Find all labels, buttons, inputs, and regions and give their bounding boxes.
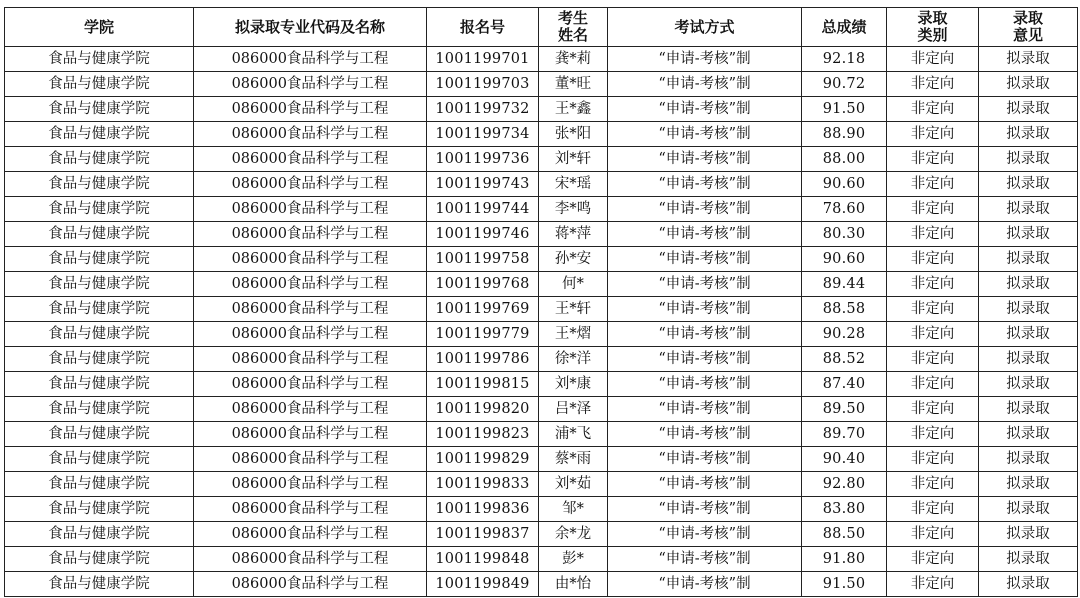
college-cell: 食品与健康学院 [5,422,194,447]
total-score-cell: 89.50 [802,397,887,422]
total-score-cell: 88.00 [802,147,887,172]
major-cell: 086000食品科学与工程 [194,572,427,597]
total-score-cell: 91.50 [802,97,887,122]
exam-method-cell: “申请-考核”制 [608,572,802,597]
total-score-cell: 88.50 [802,522,887,547]
table-row [5,422,1078,447]
header-major-label: 拟录取专业代码及名称 [234,17,385,36]
admission-category-cell: 非定向 [887,372,979,397]
total-score-cell: 90.60 [802,247,887,272]
table-row [5,97,1078,122]
candidate-name-cell: 何* [539,272,608,297]
candidate-name-cell: 董*旺 [539,72,608,97]
college-cell: 食品与健康学院 [5,197,194,222]
table-row [5,547,1078,572]
admission-category-cell: 非定向 [887,172,979,197]
header-college [5,8,194,47]
table-body [5,47,1078,597]
admission-category-cell: 非定向 [887,397,979,422]
major-cell: 086000食品科学与工程 [194,422,427,447]
major-cell: 086000食品科学与工程 [194,72,427,97]
candidate-name-cell: 张*阳 [539,122,608,147]
registration-number-cell: 1001199734 [427,122,539,147]
registration-number-cell: 1001199703 [427,72,539,97]
exam-method-cell: “申请-考核”制 [608,547,802,572]
major-cell: 086000食品科学与工程 [194,472,427,497]
total-score-cell: 80.30 [802,222,887,247]
major-cell: 086000食品科学与工程 [194,522,427,547]
candidate-name-cell: 王*熠 [539,322,608,347]
header-major [194,8,427,47]
exam-method-cell: “申请-考核”制 [608,497,802,522]
exam-method-cell: “申请-考核”制 [608,397,802,422]
table-row [5,472,1078,497]
total-score-cell: 88.90 [802,122,887,147]
major-cell: 086000食品科学与工程 [194,247,427,272]
admission-decision-cell: 拟录取 [979,447,1078,472]
registration-number-cell: 1001199786 [427,347,539,372]
admission-decision-cell: 拟录取 [979,272,1078,297]
total-score-cell: 91.80 [802,547,887,572]
total-score-cell: 91.50 [802,572,887,597]
total-score-cell: 78.60 [802,197,887,222]
college-cell: 食品与健康学院 [5,147,194,172]
admission-decision-cell: 拟录取 [979,222,1078,247]
candidate-name-cell: 蔡*雨 [539,447,608,472]
admission-decision-cell: 拟录取 [979,122,1078,147]
exam-method-cell: “申请-考核”制 [608,372,802,397]
registration-number-cell: 1001199768 [427,272,539,297]
admission-decision-cell: 拟录取 [979,497,1078,522]
header-candidate-name-line-2: 姓名 [557,26,588,44]
major-cell: 086000食品科学与工程 [194,272,427,297]
admission-category-cell: 非定向 [887,322,979,347]
admission-decision-cell: 拟录取 [979,422,1078,447]
header-total-score-label: 总成绩 [821,17,867,36]
total-score-cell: 90.28 [802,322,887,347]
major-cell: 086000食品科学与工程 [194,147,427,172]
total-score-cell: 90.72 [802,72,887,97]
header-exam-method-label: 考试方式 [674,17,735,36]
admission-decision-cell: 拟录取 [979,472,1078,497]
table-row [5,572,1078,597]
candidate-name-cell: 由*怡 [539,572,608,597]
candidate-name-cell: 邹* [539,497,608,522]
admission-category-cell: 非定向 [887,522,979,547]
admission-category-cell: 非定向 [887,497,979,522]
exam-method-cell: “申请-考核”制 [608,322,802,347]
candidate-name-cell: 彭* [539,547,608,572]
exam-method-cell: “申请-考核”制 [608,472,802,497]
candidate-name-cell: 宋*瑶 [539,172,608,197]
college-cell: 食品与健康学院 [5,222,194,247]
candidate-name-cell: 孙*安 [539,247,608,272]
college-cell: 食品与健康学院 [5,297,194,322]
college-cell: 食品与健康学院 [5,122,194,147]
header-admission-decision-line-2: 意见 [1012,26,1043,44]
major-cell: 086000食品科学与工程 [194,547,427,572]
admission-decision-cell: 拟录取 [979,372,1078,397]
admission-category-cell: 非定向 [887,422,979,447]
admission-category-cell: 非定向 [887,547,979,572]
college-cell: 食品与健康学院 [5,547,194,572]
college-cell: 食品与健康学院 [5,447,194,472]
candidate-name-cell: 蒋*萍 [539,222,608,247]
admission-category-cell: 非定向 [887,247,979,272]
total-score-cell: 88.52 [802,347,887,372]
registration-number-cell: 1001199836 [427,497,539,522]
candidate-name-cell: 王*轩 [539,297,608,322]
major-cell: 086000食品科学与工程 [194,47,427,72]
major-cell: 086000食品科学与工程 [194,497,427,522]
major-cell: 086000食品科学与工程 [194,172,427,197]
candidate-name-cell: 刘*轩 [539,147,608,172]
registration-number-cell: 1001199848 [427,547,539,572]
table-row [5,372,1078,397]
registration-number-cell: 1001199815 [427,372,539,397]
exam-method-cell: “申请-考核”制 [608,72,802,97]
total-score-cell: 90.40 [802,447,887,472]
major-cell: 086000食品科学与工程 [194,97,427,122]
registration-number-cell: 1001199758 [427,247,539,272]
admission-decision-cell: 拟录取 [979,347,1078,372]
admission-decision-cell: 拟录取 [979,72,1078,97]
table-row [5,147,1078,172]
major-cell: 086000食品科学与工程 [194,397,427,422]
registration-number-cell: 1001199743 [427,172,539,197]
total-score-cell: 92.80 [802,472,887,497]
table-row [5,197,1078,222]
admission-decision-cell: 拟录取 [979,572,1078,597]
admission-decision-cell: 拟录取 [979,197,1078,222]
candidate-name-cell: 浦*飞 [539,422,608,447]
table-row [5,172,1078,197]
admission-category-cell: 非定向 [887,47,979,72]
header-candidate-name-line-1: 考生 [557,9,588,27]
major-cell: 086000食品科学与工程 [194,347,427,372]
college-cell: 食品与健康学院 [5,397,194,422]
exam-method-cell: “申请-考核”制 [608,222,802,247]
college-cell: 食品与健康学院 [5,247,194,272]
total-score-cell: 89.70 [802,422,887,447]
major-cell: 086000食品科学与工程 [194,122,427,147]
header-admission-category-line-2: 类别 [917,26,948,44]
header-admission-category [887,8,979,47]
major-cell: 086000食品科学与工程 [194,197,427,222]
table-row [5,272,1078,297]
exam-method-cell: “申请-考核”制 [608,272,802,297]
college-cell: 食品与健康学院 [5,572,194,597]
admission-category-cell: 非定向 [887,297,979,322]
candidate-name-cell: 徐*洋 [539,347,608,372]
admission-decision-cell: 拟录取 [979,322,1078,347]
college-cell: 食品与健康学院 [5,172,194,197]
table-row [5,72,1078,97]
table-row [5,322,1078,347]
admission-category-cell: 非定向 [887,347,979,372]
admission-category-cell: 非定向 [887,572,979,597]
admission-category-cell: 非定向 [887,122,979,147]
admission-category-cell: 非定向 [887,197,979,222]
exam-method-cell: “申请-考核”制 [608,347,802,372]
college-cell: 食品与健康学院 [5,347,194,372]
header-admission-decision-line-1: 录取 [1012,9,1043,27]
header-admission-category-line-1: 录取 [917,9,948,27]
exam-method-cell: “申请-考核”制 [608,122,802,147]
college-cell: 食品与健康学院 [5,497,194,522]
header-exam-method [608,8,802,47]
exam-method-cell: “申请-考核”制 [608,97,802,122]
registration-number-cell: 1001199837 [427,522,539,547]
registration-number-cell: 1001199823 [427,422,539,447]
admission-category-cell: 非定向 [887,97,979,122]
registration-number-cell: 1001199833 [427,472,539,497]
exam-method-cell: “申请-考核”制 [608,522,802,547]
admission-decision-cell: 拟录取 [979,522,1078,547]
registration-number-cell: 1001199746 [427,222,539,247]
admission-category-cell: 非定向 [887,222,979,247]
header-total-score [802,8,887,47]
table-row [5,297,1078,322]
header-row [5,8,1078,47]
admission-decision-cell: 拟录取 [979,172,1078,197]
college-cell: 食品与健康学院 [5,47,194,72]
candidate-name-cell: 刘*茹 [539,472,608,497]
exam-method-cell: “申请-考核”制 [608,297,802,322]
college-cell: 食品与健康学院 [5,272,194,297]
major-cell: 086000食品科学与工程 [194,372,427,397]
table-row [5,447,1078,472]
exam-method-cell: “申请-考核”制 [608,247,802,272]
college-cell: 食品与健康学院 [5,72,194,97]
exam-method-cell: “申请-考核”制 [608,197,802,222]
college-cell: 食品与健康学院 [5,522,194,547]
college-cell: 食品与健康学院 [5,472,194,497]
candidate-name-cell: 李*鸣 [539,197,608,222]
header-registration-number-label: 报名号 [459,17,505,36]
major-cell: 086000食品科学与工程 [194,222,427,247]
table-row [5,522,1078,547]
header-registration-number [427,8,539,47]
total-score-cell: 88.58 [802,297,887,322]
admission-category-cell: 非定向 [887,447,979,472]
admission-category-cell: 非定向 [887,272,979,297]
major-cell: 086000食品科学与工程 [194,447,427,472]
total-score-cell: 87.40 [802,372,887,397]
college-cell: 食品与健康学院 [5,97,194,122]
registration-number-cell: 1001199820 [427,397,539,422]
candidate-name-cell: 余*龙 [539,522,608,547]
registration-number-cell: 1001199732 [427,97,539,122]
admission-decision-cell: 拟录取 [979,247,1078,272]
registration-number-cell: 1001199779 [427,322,539,347]
admission-category-cell: 非定向 [887,72,979,97]
admission-category-cell: 非定向 [887,147,979,172]
table-row [5,347,1078,372]
header-candidate-name [539,8,608,47]
candidate-name-cell: 王*鑫 [539,97,608,122]
admission-decision-cell: 拟录取 [979,147,1078,172]
admission-list-table [4,7,1078,597]
total-score-cell: 92.18 [802,47,887,72]
total-score-cell: 89.44 [802,272,887,297]
table-row [5,497,1078,522]
registration-number-cell: 1001199736 [427,147,539,172]
admission-decision-cell: 拟录取 [979,97,1078,122]
admission-decision-cell: 拟录取 [979,397,1078,422]
candidate-name-cell: 吕*泽 [539,397,608,422]
total-score-cell: 90.60 [802,172,887,197]
registration-number-cell: 1001199744 [427,197,539,222]
registration-number-cell: 1001199701 [427,47,539,72]
total-score-cell: 83.80 [802,497,887,522]
table-row [5,397,1078,422]
exam-method-cell: “申请-考核”制 [608,47,802,72]
table-row [5,47,1078,72]
major-cell: 086000食品科学与工程 [194,322,427,347]
admission-decision-cell: 拟录取 [979,297,1078,322]
exam-method-cell: “申请-考核”制 [608,447,802,472]
major-cell: 086000食品科学与工程 [194,297,427,322]
header-admission-decision [979,8,1078,47]
college-cell: 食品与健康学院 [5,372,194,397]
exam-method-cell: “申请-考核”制 [608,172,802,197]
admission-decision-cell: 拟录取 [979,547,1078,572]
exam-method-cell: “申请-考核”制 [608,147,802,172]
table-row [5,222,1078,247]
exam-method-cell: “申请-考核”制 [608,422,802,447]
table-row [5,247,1078,272]
admission-category-cell: 非定向 [887,472,979,497]
college-cell: 食品与健康学院 [5,322,194,347]
table-row [5,122,1078,147]
registration-number-cell: 1001199829 [427,447,539,472]
admission-decision-cell: 拟录取 [979,47,1078,72]
candidate-name-cell: 刘*康 [539,372,608,397]
registration-number-cell: 1001199769 [427,297,539,322]
candidate-name-cell: 龚*莉 [539,47,608,72]
registration-number-cell: 1001199849 [427,572,539,597]
header-college-label: 学院 [83,17,114,36]
